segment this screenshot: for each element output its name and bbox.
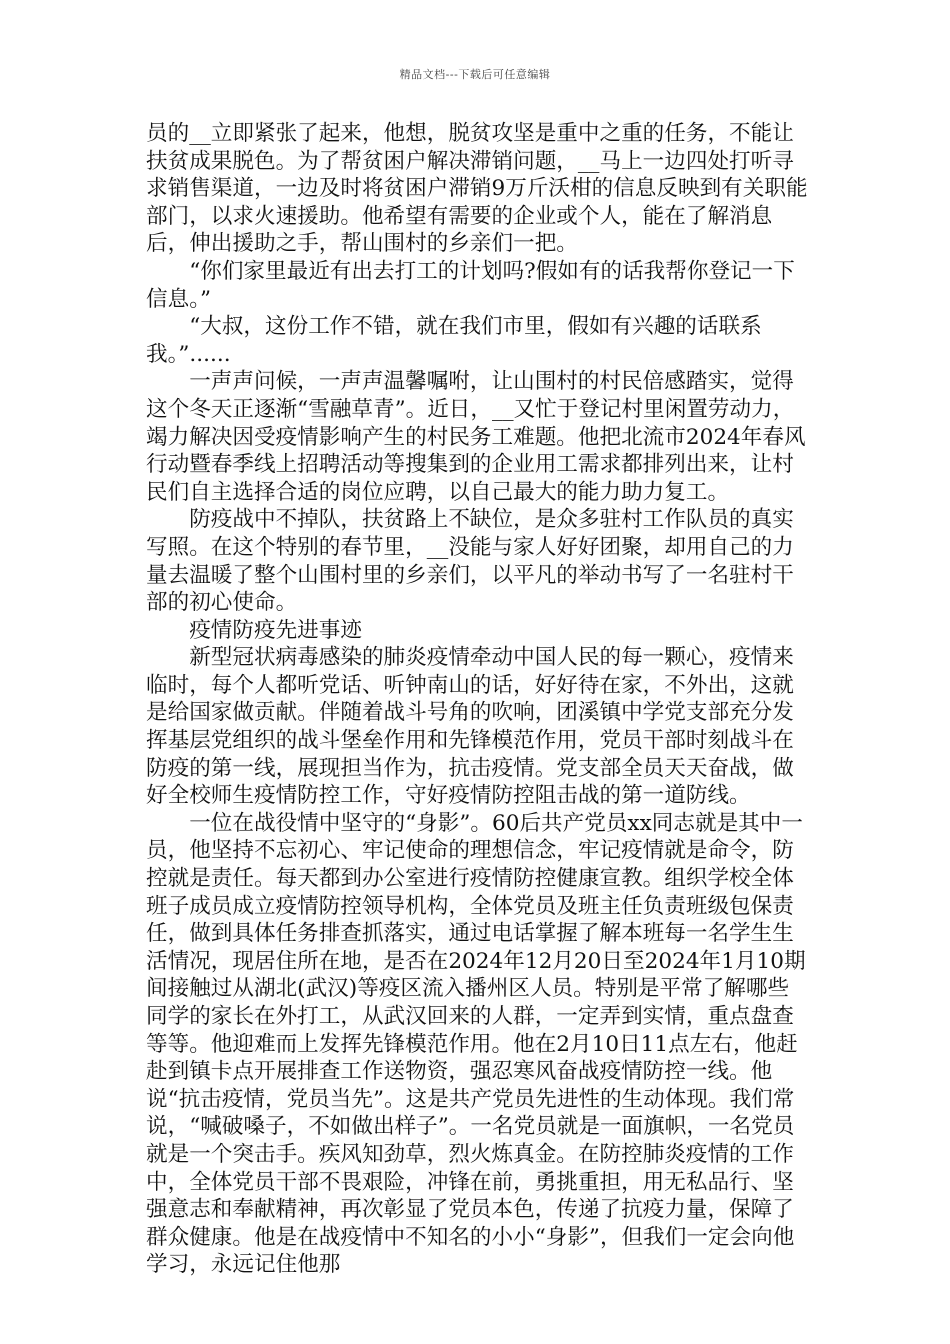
section-heading: 疫情防疫先进事迹 [189,617,362,643]
paragraph-3: “大叔，这份工作不错，就在我们市里，假如有兴趣的话联系我。”...... [146,314,762,367]
document-body [146,120,810,1279]
paragraph-7: 一位在战役情中坚守的“身影”。60后共产党员xx同志就是其中一员，他坚持不忘初心、牢记使命的理想信念，牢记疫情就是命令，防控就是责任。每天都到办公室进行疫情防控健康宣教。组织学校全体班子成员成立疫情防控领导机构，全体党员及班主任负责班级包保责任，做到具体任务排查抓落实，通过电话掌握了解本班每一名学生生活情况，现居住所在地，是否在2024年12月20日至2024年1月10期间接触过从湖北(武汉)等疫区流入播州区人员。特别是平常了解哪些同学的家长在外打工，从武汉回来的人群，一定弄到实情，重点盘查等等。他迎难而上发挥先锋模范作用。他在2月10日11点左右，他赶赴到镇卡点开展排查工作送物资，强忍寒风奋战疫情防控一线。他说“抗击疫情，党员当先”。这是共产党员先进性的生动体现。我们常说，“喊破嗓子，不如做出样子”。一名党员就是一面旗帜，一名党员就是一个突击手。疾风知劲草，烈火炼真金。在防控肺炎疫情的工作中，全体党员干部不畏艰险，冲锋在前，勇挑重担，用无私品行、坚强意志和奉献精神，再次彰显了党员本色，传递了抗疫力量，保障了群众健康。他是在战疫情中不知名的小小“身影”，但我们一定会向他学习，永远记住他那 [146,810,806,1278]
paragraph-6: 新型冠状病毒感染的肺炎疫情牵动中国人民的每一颗心，疫情来临时，每个人都听党话、听钟南山的话，好好待在家，不外出，这就是给国家做贡献。伴随着战斗号角的吹响，团溪镇中学党支部充分发挥基层党组织的战斗堡垒作用和先锋模范作用，党员干部时刻战斗在防疫的第一线，展现担当作为，抗击疫情。党支部全员天天奋战，做好全校师生疫情防控工作，守好疫情防控阻击战的第一道防线。 [146,645,794,809]
paragraph-2: “你们家里最近有出去打工的计划吗?假如有的话我帮你登记一下信息。” [146,258,795,312]
paragraph-5: 防疫战中不掉队，扶贫路上不缺位，是众多驻村工作队员的真实写照。在这个特别的春节里，__没能与家人好好团聚，却用自己的力量去温暖了整个山围村里的乡亲们，以平凡的举动书写了一名驻村干部的初心使命。 [146,507,794,616]
paragraph-4: 一声声问候，一声声温馨嘱咐，让山围村的村民倍感踏实，觉得这个冬天正逐渐“雪融草青”。近日，__又忙于登记村里闲置劳动力，竭力解决因受疫情影响产生的村民务工难题。他把北流市2024年春风行动暨春季线上招聘活动等搜集到的企业用工需求都排列出来，让村民们自主选择合适的岗位应聘，以自己最大的能力助力复工。 [146,369,806,505]
paragraph-1: 员的__立即紧张了起来，他想，脱贫攻坚是重中之重的任务，不能让扶贫成果脱色。为了帮贫困户解决滞销问题，__马上一边四处打听寻求销售渠道，一边及时将贫困户滞销9万斤沃柑的信息反映到有关职能部门，以求火速援助。他希望有需要的企业或个人，能在了解消息后，伸出援助之手，帮山围村的乡亲们一把。 [146,121,808,257]
page-header: 精品文档---下载后可任意编辑 [399,68,551,81]
